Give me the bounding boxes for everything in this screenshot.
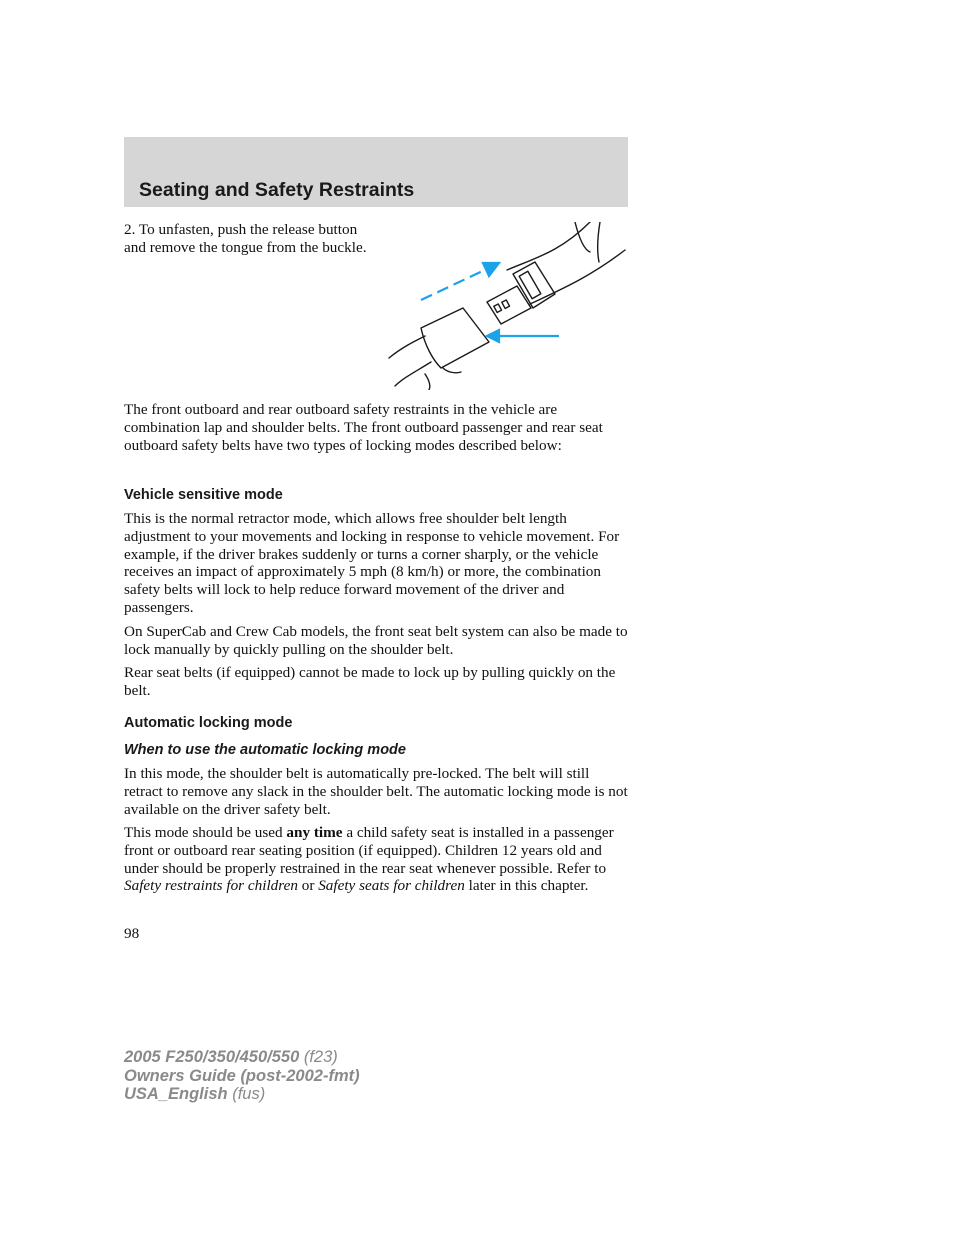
footer-model: 2005 F250/350/450/550 [124, 1048, 300, 1066]
intro-paragraph: The front outboard and rear outboard safety restraints in the vehicle are combination lap and shoulder belts. The front outboard passenger and rear seat outboard safety belts have two types of locking modes described below: [124, 401, 603, 454]
direction-arrows [421, 263, 559, 342]
footer-guide: Owners Guide (post-2002-fmt) [124, 1066, 360, 1085]
auto-mode-heading: Automatic locking mode [124, 715, 293, 731]
seat-belt-unfasten-illustration [385, 222, 630, 390]
text-run: a child safety seat is installed in a passenger front or outboard rear seating position (if equipped). Children 12 years old and under should be properly restrained in the rear seat whenever possible. Refer to [124, 824, 614, 877]
footer-line-2 [124, 1067, 360, 1086]
vehicle-mode-paragraph-3: Rear seat belts (if equipped) cannot be made to lock up by pulling quickly on the belt. [124, 664, 616, 699]
footer-line-1 [124, 1048, 360, 1067]
step-2-text: 2. To unfasten, push the release button and remove the tongue from the buckle. [124, 221, 367, 256]
vehicle-mode-paragraph-2: On SuperCab and Crew Cab models, the front seat belt system can also be made to lock manually by quickly pulling on the shoulder belt. [124, 623, 628, 658]
auto-mode-paragraph-2 [124, 824, 628, 895]
auto-mode-paragraph-1: In this mode, the shoulder belt is automatically pre-locked. The belt will still retract to remove any slack in the shoulder belt. The automatic locking mode is not available on the driver safety belt. [124, 765, 628, 818]
text-run: or [297, 877, 319, 895]
auto-mode-subheading: When to use the automatic locking mode [124, 742, 406, 758]
footer-language: USA_English [124, 1085, 228, 1103]
section-title: Seating and Safety Restraints [139, 179, 415, 201]
remove-tongue-arrow [421, 268, 489, 300]
footer-language-code: (fus) [227, 1085, 266, 1103]
latch-plate [513, 262, 555, 308]
page-number: 98 [124, 925, 140, 942]
belt-webbing [507, 222, 625, 304]
footer-line-3 [124, 1085, 360, 1104]
text-run: This mode should be used [124, 824, 287, 841]
vehicle-mode-paragraph-1: This is the normal retractor mode, which allows free shoulder belt length adjustment to your movements and locking in response to vehicle movement. For example, if the driver brakes suddenly or turns a corner sharply, or the vehicle receives an impact of approximately 5 mph (8 km/h) or more, the combination safety belts will lock to help reduce forward movement of the driver and passengers. [124, 510, 620, 616]
buckle-holder [389, 336, 431, 390]
reference-safety-restraints-for-children: Safety restraints for children [124, 877, 298, 895]
footer-model-code: (f23) [299, 1048, 338, 1066]
document-footer [124, 1048, 360, 1104]
section-header [124, 137, 628, 207]
vehicle-mode-heading: Vehicle sensitive mode [124, 487, 283, 503]
emphasis-any-time: any time [286, 824, 343, 841]
buckle-body [421, 308, 489, 368]
reference-safety-seats-for-children: Safety seats for children [318, 877, 465, 895]
text-run: later in this chapter. [464, 877, 589, 895]
